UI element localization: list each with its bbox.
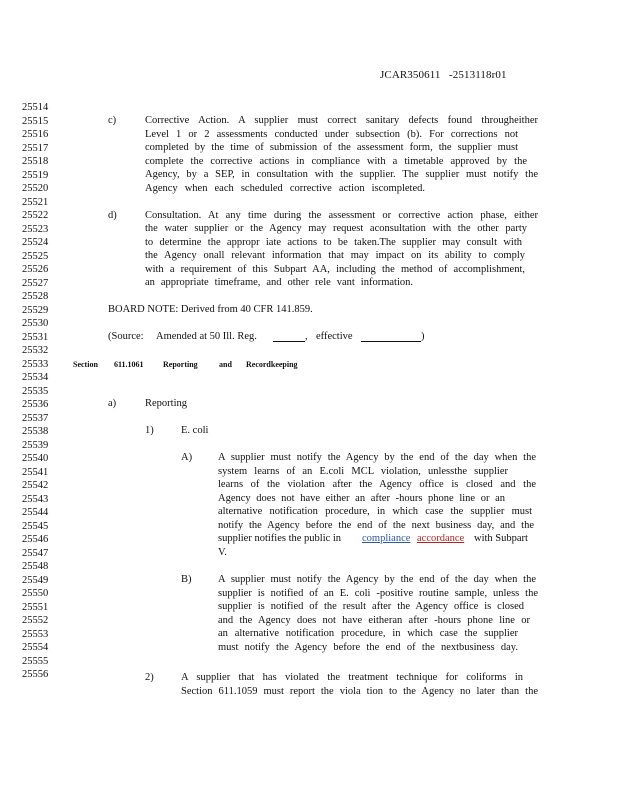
item-A-last-suffix: with Subpart	[474, 533, 528, 544]
item-B-line: an alternative notification procedure, in which case the supplier	[218, 628, 518, 639]
line-number: 25551	[22, 601, 49, 613]
line-number: 25542	[22, 480, 49, 491]
document-id: JCAR350611 -2513118r01	[380, 69, 507, 81]
line-number: 25532	[22, 345, 49, 356]
item-A-last-prefix: supplier notifies the public in	[218, 533, 342, 544]
line-number: 25549	[22, 574, 49, 586]
line-number: 25528	[22, 291, 49, 302]
paragraph-d-line: with a requirement of this Subpart AA, including the method of accomplishment,	[145, 263, 525, 275]
line-number: 25536	[22, 399, 49, 410]
line-number: 25550	[22, 588, 49, 599]
item-A-line: A supplier must notify the Agency by the end of the day when the	[218, 452, 536, 463]
item-2-line: Section 611.1059 must report the viola tion to the Agency no later than the	[181, 685, 538, 697]
item-A-tail: V.	[218, 546, 227, 558]
item-B-line: supplier is notified of an E. coli -positive routine sample, unless the	[218, 587, 538, 599]
line-number: 25527	[22, 277, 49, 289]
paragraph-c-line: completed by the time of submission of the assessment form, the supplier must	[145, 142, 518, 153]
section-title-and: and	[219, 360, 232, 369]
line-number: 25523	[22, 223, 49, 235]
board-note: BOARD NOTE: Derived from 40 CFR 141.859.	[108, 304, 313, 315]
source-effective: effective	[316, 331, 353, 342]
line-number: 25520	[22, 183, 49, 194]
line-number: 25552	[22, 615, 49, 626]
section-number: 611.1061	[114, 360, 144, 369]
line-number: 25546	[22, 534, 49, 545]
line-number: 25517	[22, 142, 49, 154]
line-number: 25514	[22, 102, 49, 113]
item-B-line: supplier is notified of the result after the Agency office is closed	[218, 601, 524, 612]
line-number: 25519	[22, 169, 49, 181]
line-number: 25521	[22, 196, 49, 208]
paragraph-c-line: Agency when each scheduled corrective action iscompleted.	[145, 182, 425, 194]
item-A-line: Agency does not have either an after -hours phone line or an	[218, 492, 505, 504]
paragraph-d-line: Consultation. At any time during the assessment or corrective action phase, either	[145, 209, 538, 221]
line-number: 25526	[22, 264, 49, 275]
paragraph-c-label: c)	[108, 115, 117, 126]
paragraph-c-line: Agency, by a SEP, in consultation with the supplier. The supplier must notify the	[145, 169, 538, 180]
subsection-a-label: a)	[108, 398, 117, 409]
source-prefix: (Source:	[108, 331, 144, 342]
source-blank-reg	[273, 331, 305, 342]
paragraph-c-line: complete the corrective actions in compliance with a timetable approved by the	[145, 155, 527, 167]
line-number: 25530	[22, 318, 49, 329]
line-number: 25548	[22, 561, 49, 572]
source-close: )	[421, 331, 425, 342]
paragraph-d-line: the water supplier or the Agency may request aconsultation with the other party	[145, 223, 527, 234]
line-number: 25556	[22, 669, 49, 680]
item-B-line: must notify the Agency before the end of the nextbusiness day.	[218, 641, 518, 653]
line-number: 25537	[22, 412, 49, 424]
line-number: 25529	[22, 304, 49, 316]
accordance-link[interactable]: accordance	[417, 533, 465, 544]
item-B-line: and the Agency does not have eitheran after -hours phone line or	[218, 614, 530, 626]
line-number: 25543	[22, 493, 49, 505]
subsection-a-heading: Reporting	[145, 398, 187, 409]
line-number: 25533	[22, 358, 49, 370]
source-comma: ,	[305, 331, 308, 342]
item-2-line: A supplier that has violated the treatment technique for coliforms in	[181, 672, 523, 683]
item-1-heading: E. coli	[181, 425, 209, 436]
line-number: 25516	[22, 129, 49, 140]
line-number: 25535	[22, 385, 49, 397]
paragraph-c-line: Level 1 or 2 assessments conducted under subsection (b). For corrections not	[145, 128, 518, 140]
line-number: 25547	[22, 547, 49, 559]
line-number: 25534	[22, 372, 49, 383]
line-number: 25518	[22, 156, 49, 167]
item-A-line: notify the Agency before the end of the next business day, and the	[218, 519, 534, 531]
item-A-label: A)	[181, 452, 193, 463]
section-title-reporting: Reporting	[163, 360, 198, 369]
section-title-recordkeeping: Recordkeeping	[246, 360, 298, 369]
paragraph-d-line: an appropriate timeframe, and other rele vant information.	[145, 277, 413, 288]
line-number: 25554	[22, 642, 49, 653]
section-word: Section	[73, 360, 98, 369]
paragraph-d-line: the Agency onall relevant information that may impact on its ability to comply	[145, 250, 525, 261]
line-number: 25539	[22, 439, 49, 451]
line-number: 25522	[22, 210, 49, 221]
line-number: 25540	[22, 453, 49, 464]
paragraph-d-line: to determine the appropr iate actions to be taken.The supplier may consult with	[145, 236, 522, 248]
line-number: 25553	[22, 628, 49, 640]
line-number: 25531	[22, 331, 49, 343]
line-number: 25515	[22, 115, 49, 127]
line-number: 25538	[22, 426, 49, 437]
paragraph-d-label: d)	[108, 209, 117, 221]
item-A-line: system learns of an E.coli MCL violation, unlessthe supplier	[218, 465, 508, 477]
line-number: 25525	[22, 250, 49, 262]
line-number: 25544	[22, 507, 49, 518]
source-amended: Amended at 50 Ill. Reg.	[156, 331, 257, 342]
item-B-line: A supplier must notify the Agency by the end of the day when the	[218, 574, 536, 585]
line-number: 25524	[22, 237, 49, 248]
item-A-line: alternative notification procedure, in which case the supplier must	[218, 506, 532, 517]
item-B-label: B)	[181, 574, 192, 585]
item-1-label: 1)	[145, 425, 154, 436]
item-2-label: 2)	[145, 672, 154, 683]
paragraph-c-line: Corrective Action. A supplier must correct sanitary defects found througheither	[145, 115, 538, 126]
line-number: 25545	[22, 520, 49, 532]
source-blank-effective	[361, 331, 421, 342]
line-number: 25541	[22, 466, 49, 478]
item-A-line: learns of the violation after the Agency office is closed and the	[218, 479, 536, 490]
compliance-link[interactable]: compliance	[362, 533, 411, 544]
line-number: 25555	[22, 655, 49, 667]
